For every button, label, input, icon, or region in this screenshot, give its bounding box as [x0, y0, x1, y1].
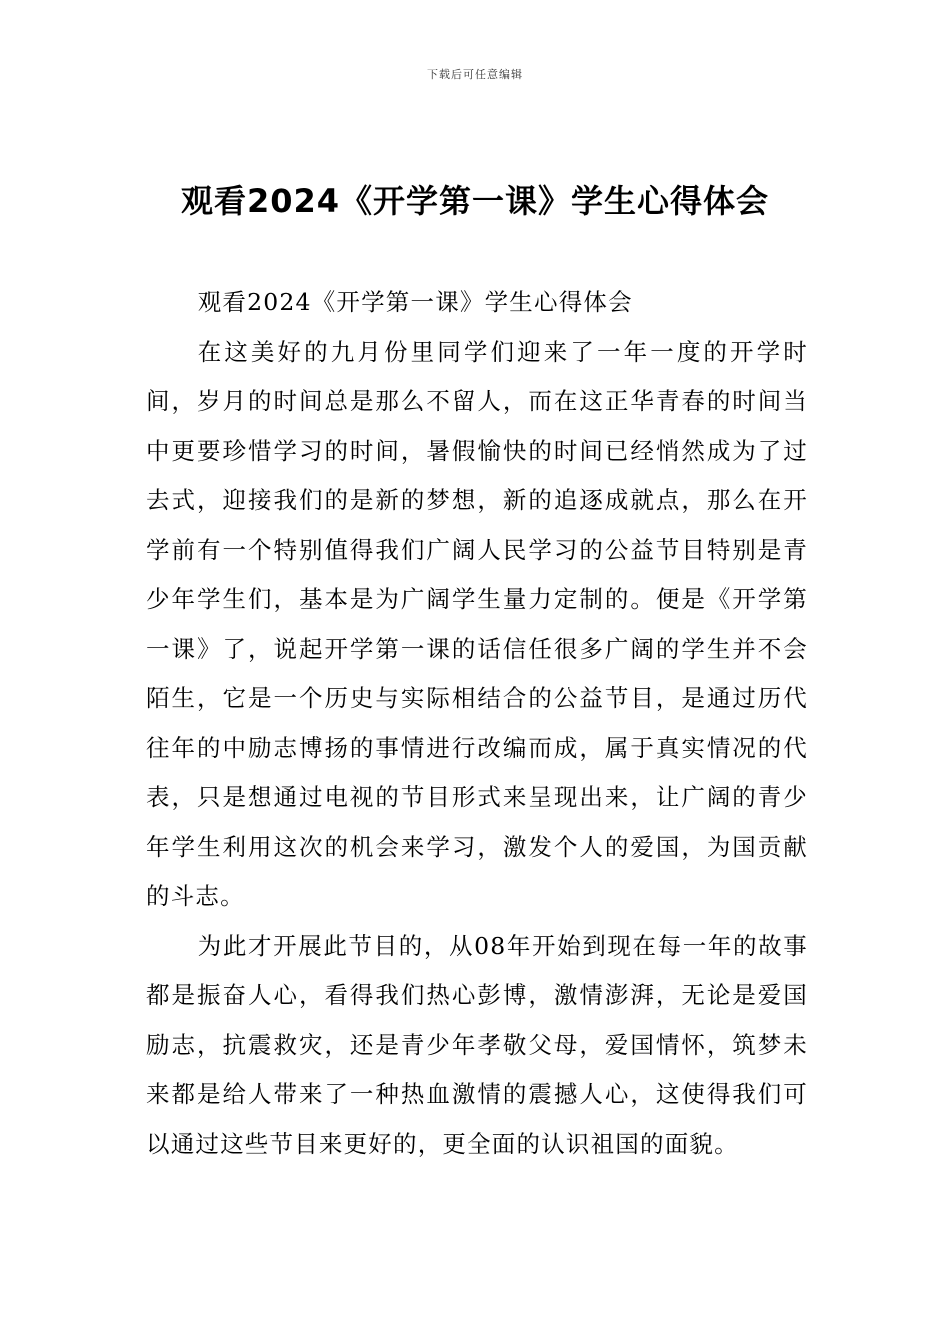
header-note: 下载后可任意编辑	[427, 68, 523, 81]
body-paragraph: 在这美好的九月份里同学们迎来了一年一度的开学时间，岁月的时间总是那么不留人，而在这正华青春的时间当中更要珍惜学习的时间，暑假愉快的时间已经悄然成为了过去式，迎接我们的是新的梦想，新的追逐成就点，那么在开学前有一个特别值得我们广阔人民学习的公益节目特别是青少年学生们，基本是为广阔学生量力定制的。便是《开学第一课》了，说起开学第一课的话信任很多广阔的学生并不会陌生，它是一个历史与实际相结合的公益节目，是通过历代往年的中励志博扬的事情进行改编而成，属于真实情况的代表，只是想通过电视的节目形式来呈现出来，让广阔的青少年学生利用这次的机会来学习，激发个人的爱国，为国贡献的斗志。	[146, 337, 808, 910]
document-body	[146, 278, 808, 1169]
document-title: 观看2024《开学第一课》学生心得体会	[180, 182, 770, 220]
body-paragraph-subtitle: 观看2024《开学第一课》学生心得体会	[197, 288, 633, 316]
body-paragraph: 为此才开展此节目的，从08年开始到现在每一年的故事都是振奋人心，看得我们热心彭博，激情澎湃，无论是爱国励志，抗震救灾，还是青少年孝敬父母，爱国情怀，筑梦未来都是给人带来了一种热血激情的震撼人心，这使得我们可以通过这些节目来更好的，更全面的认识祖国的面貌。	[146, 931, 808, 1158]
